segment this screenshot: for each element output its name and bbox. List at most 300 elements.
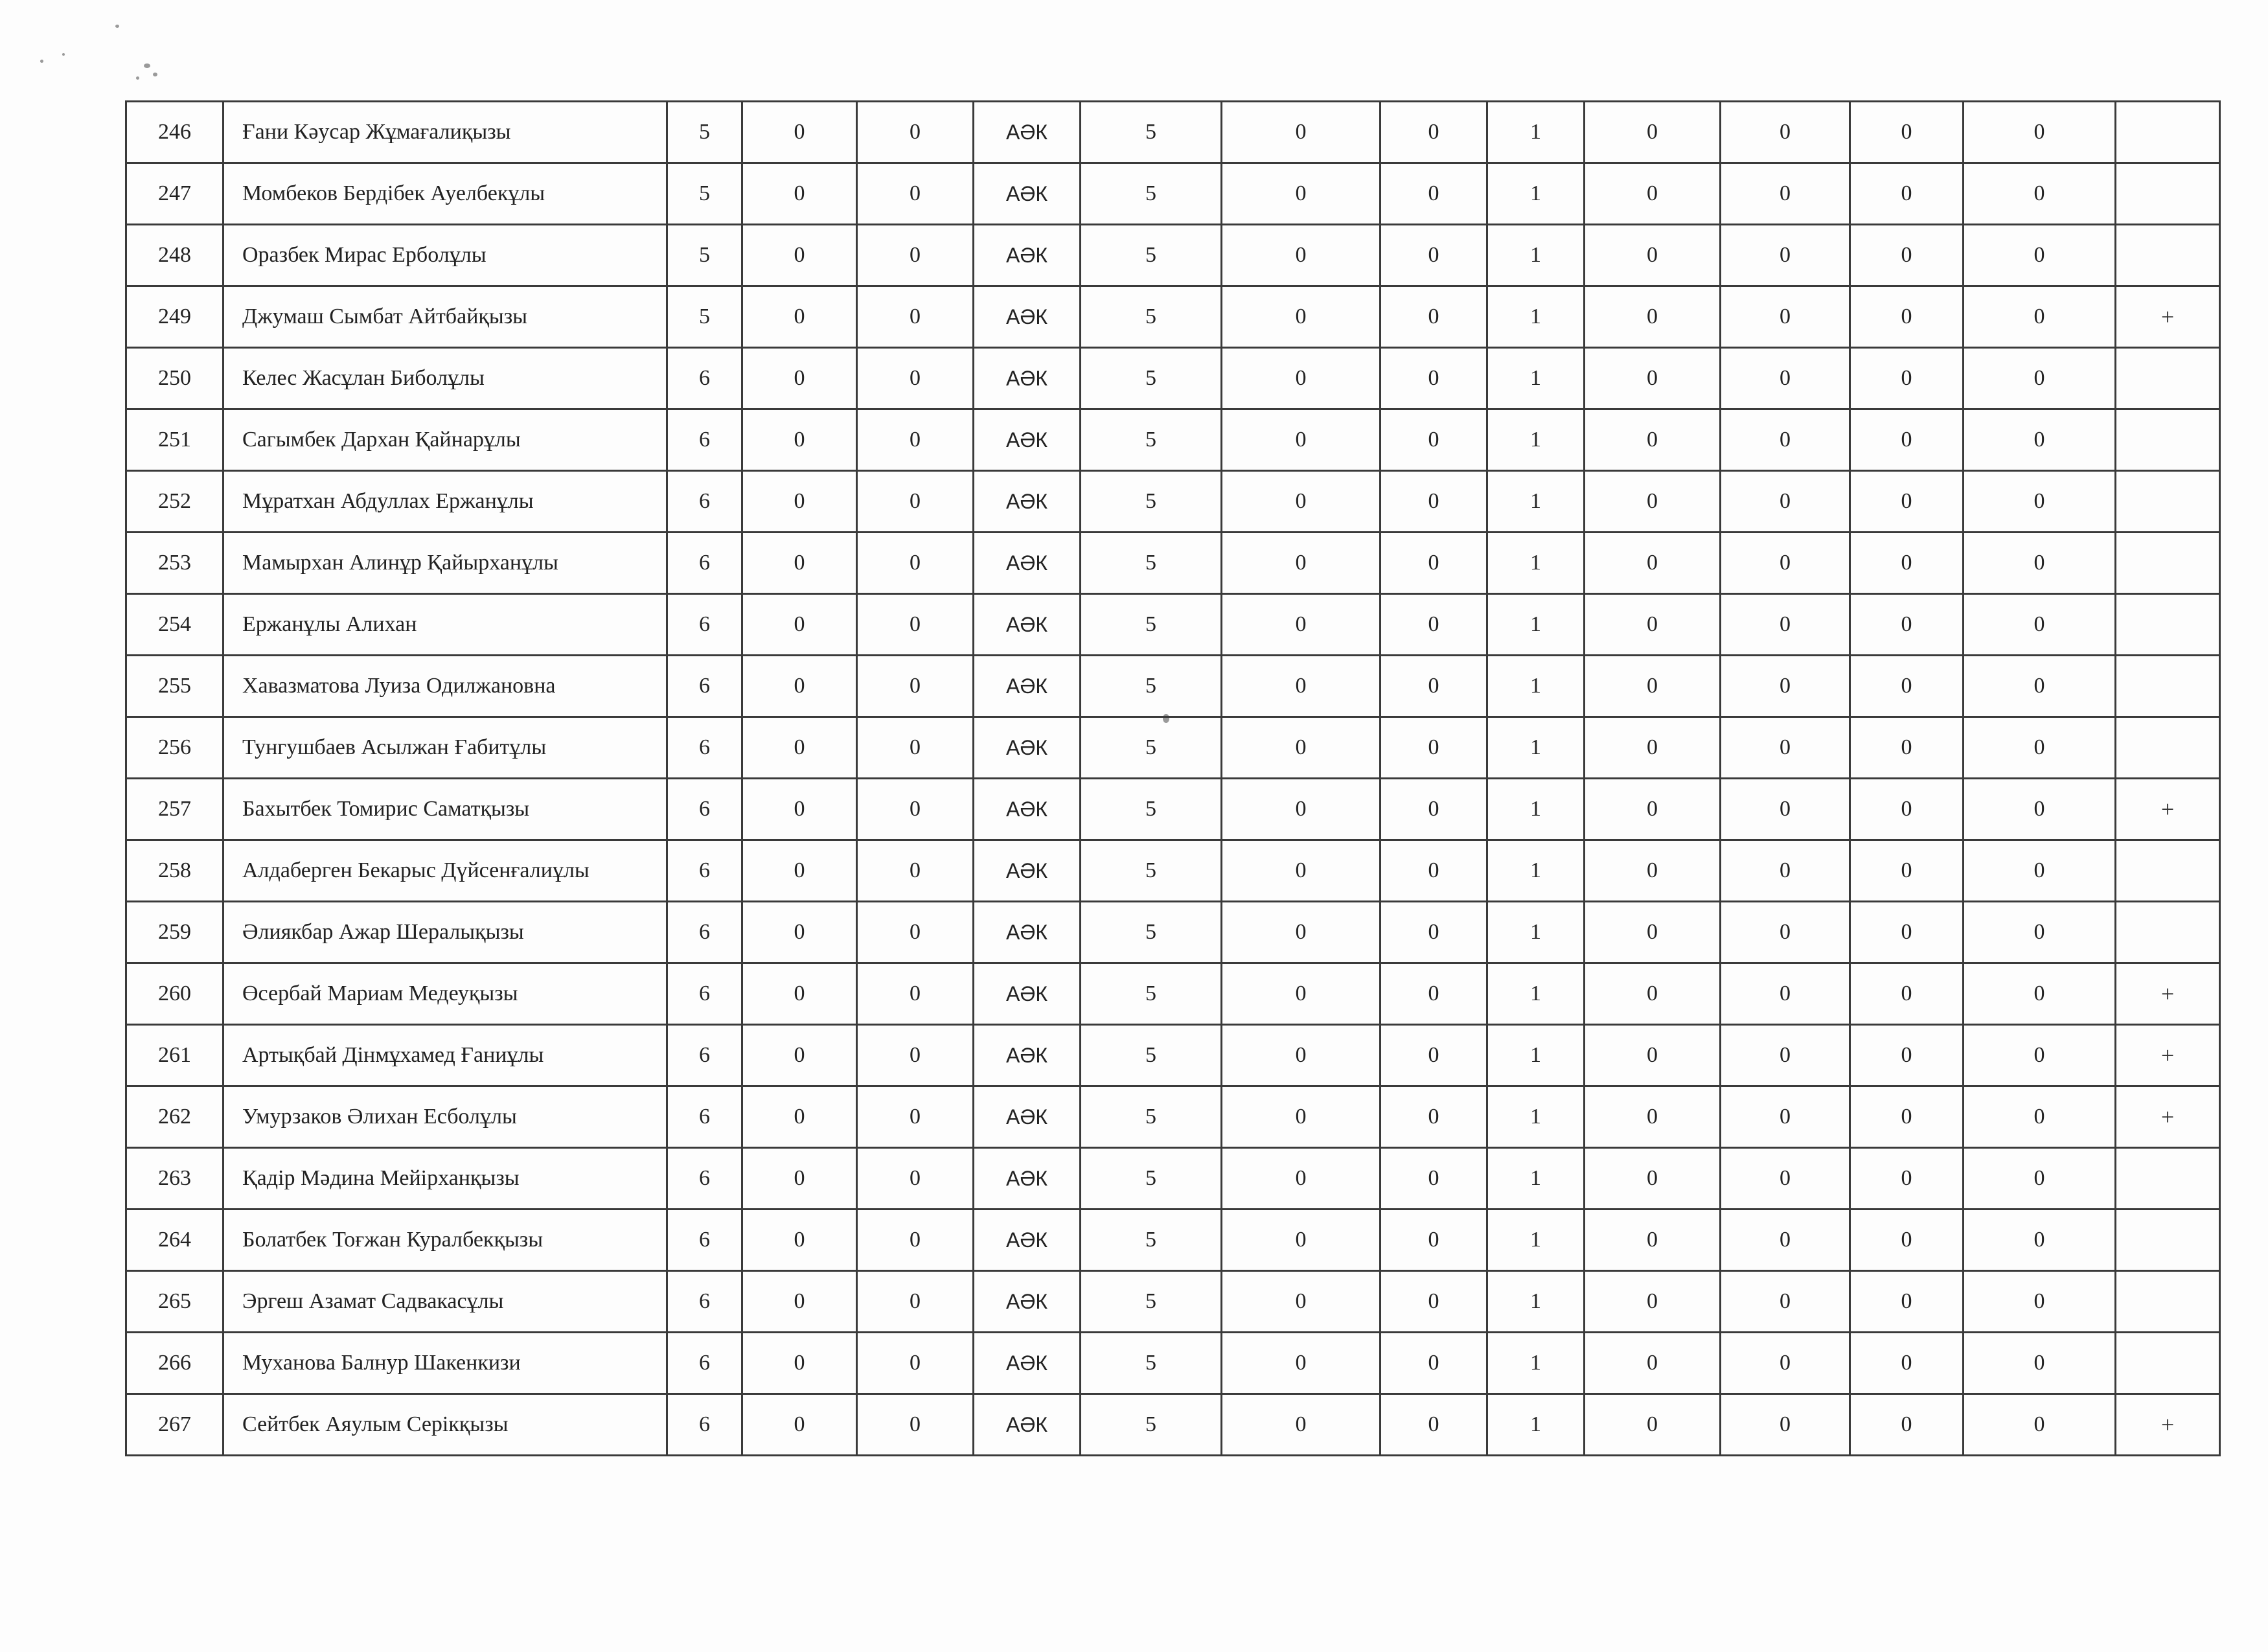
score-cell: 0: [1380, 1025, 1487, 1086]
score-cell: 1: [1487, 163, 1585, 225]
score-cell: 1: [1487, 225, 1585, 286]
score-cell: 0: [1222, 1210, 1380, 1271]
score-cell: 1: [1487, 409, 1585, 471]
score-cell: 6: [667, 1394, 742, 1456]
score-cell: 0: [1964, 1210, 2116, 1271]
student-name-cell: Әлиякбар Ажар Шералықызы: [223, 902, 667, 963]
score-cell: 0: [742, 1148, 857, 1210]
score-cell: 0: [742, 963, 857, 1025]
plus-mark-cell: +: [2116, 1394, 2220, 1456]
plus-mark-cell: [2116, 717, 2220, 779]
score-cell: 0: [1721, 286, 1850, 348]
score-cell: 0: [742, 1271, 857, 1333]
score-cell: 0: [1585, 1025, 1721, 1086]
score-cell: 0: [742, 1333, 857, 1394]
row-number-cell: 249: [126, 286, 223, 348]
score-cell: 6: [667, 1333, 742, 1394]
score-cell: 1: [1487, 779, 1585, 840]
score-cell: 0: [1380, 1148, 1487, 1210]
score-cell: 0: [857, 409, 974, 471]
student-name-cell: Келес Жасұлан Биболұлы: [223, 348, 667, 409]
plus-mark-cell: [2116, 1271, 2220, 1333]
score-cell: 5: [667, 163, 742, 225]
score-cell: 0: [742, 163, 857, 225]
score-cell: 0: [1721, 348, 1850, 409]
score-cell: 0: [1222, 409, 1380, 471]
row-number-cell: 265: [126, 1271, 223, 1333]
score-cell: 1: [1487, 1148, 1585, 1210]
table-row: [126, 225, 2220, 286]
score-cell: 0: [1721, 471, 1850, 533]
score-cell: 0: [1721, 1394, 1850, 1456]
score-cell: 5: [1081, 656, 1222, 717]
scan-speck: [40, 60, 43, 63]
table-row: [126, 471, 2220, 533]
score-cell: 0: [1380, 656, 1487, 717]
score-cell: 0: [1380, 1210, 1487, 1271]
row-number-cell: 258: [126, 840, 223, 902]
score-cell: 0: [1585, 902, 1721, 963]
score-cell: 0: [1380, 1394, 1487, 1456]
table-row: [126, 717, 2220, 779]
score-cell: 0: [742, 1210, 857, 1271]
score-cell: 1: [1487, 286, 1585, 348]
score-cell: 0: [857, 1271, 974, 1333]
score-cell: 1: [1487, 717, 1585, 779]
category-cell: АӘК: [974, 1394, 1081, 1456]
table-row: [126, 1086, 2220, 1148]
score-cell: 0: [742, 1394, 857, 1456]
row-number-cell: 257: [126, 779, 223, 840]
score-cell: 0: [1222, 1271, 1380, 1333]
score-cell: 0: [1721, 717, 1850, 779]
student-name-cell: Оразбек Мирас Ерболұлы: [223, 225, 667, 286]
score-cell: 0: [857, 1394, 974, 1456]
score-cell: 0: [1850, 102, 1964, 163]
score-cell: 0: [857, 1333, 974, 1394]
score-cell: 0: [1222, 163, 1380, 225]
score-cell: 0: [1380, 348, 1487, 409]
score-cell: 0: [1721, 963, 1850, 1025]
score-cell: 0: [1964, 779, 2116, 840]
category-cell: АӘК: [974, 963, 1081, 1025]
score-cell: 0: [1964, 163, 2116, 225]
score-cell: 0: [1721, 102, 1850, 163]
category-cell: АӘК: [974, 1148, 1081, 1210]
score-cell: 0: [1380, 902, 1487, 963]
score-cell: 0: [1850, 1333, 1964, 1394]
score-cell: 0: [857, 1086, 974, 1148]
score-cell: 0: [1585, 840, 1721, 902]
score-cell: 0: [1222, 348, 1380, 409]
score-cell: 0: [1222, 1086, 1380, 1148]
score-cell: 0: [1850, 471, 1964, 533]
score-cell: 0: [742, 348, 857, 409]
score-cell: 0: [742, 717, 857, 779]
score-cell: 0: [1222, 963, 1380, 1025]
student-name-cell: Сейтбек Аяулым Серікқызы: [223, 1394, 667, 1456]
score-cell: 0: [1964, 348, 2116, 409]
row-number-cell: 254: [126, 594, 223, 656]
score-cell: 0: [742, 1086, 857, 1148]
score-cell: 0: [1380, 594, 1487, 656]
row-number-cell: 250: [126, 348, 223, 409]
score-cell: 0: [1380, 102, 1487, 163]
score-cell: 6: [667, 594, 742, 656]
score-cell: 0: [857, 1210, 974, 1271]
score-cell: 0: [1222, 656, 1380, 717]
score-cell: 5: [1081, 102, 1222, 163]
score-cell: 0: [857, 533, 974, 594]
score-cell: 1: [1487, 471, 1585, 533]
table-row: [126, 409, 2220, 471]
plus-mark-cell: [2116, 1210, 2220, 1271]
plus-mark-cell: [2116, 533, 2220, 594]
score-cell: 0: [1585, 1271, 1721, 1333]
score-cell: 0: [1850, 409, 1964, 471]
score-cell: 1: [1487, 840, 1585, 902]
score-cell: 5: [667, 225, 742, 286]
score-cell: 0: [857, 1025, 974, 1086]
score-cell: 0: [1850, 1148, 1964, 1210]
score-cell: 0: [1585, 1148, 1721, 1210]
student-name-cell: Қадір Мәдина Мейірханқызы: [223, 1148, 667, 1210]
score-cell: 0: [1380, 779, 1487, 840]
table-row: [126, 902, 2220, 963]
score-cell: 5: [1081, 963, 1222, 1025]
score-cell: 1: [1487, 963, 1585, 1025]
score-cell: 0: [1964, 471, 2116, 533]
student-name-cell: Сагымбек Дархан Қайнарұлы: [223, 409, 667, 471]
category-cell: АӘК: [974, 1086, 1081, 1148]
score-cell: 0: [742, 471, 857, 533]
score-cell: 0: [857, 102, 974, 163]
row-number-cell: 252: [126, 471, 223, 533]
table-row: [126, 1148, 2220, 1210]
category-cell: АӘК: [974, 1333, 1081, 1394]
category-cell: АӘК: [974, 840, 1081, 902]
score-cell: 0: [1721, 225, 1850, 286]
score-cell: 0: [1222, 902, 1380, 963]
plus-mark-cell: +: [2116, 779, 2220, 840]
score-cell: 0: [1964, 1148, 2116, 1210]
score-cell: 5: [1081, 409, 1222, 471]
student-name-cell: Умурзаков Әлихан Есболұлы: [223, 1086, 667, 1148]
plus-mark-cell: +: [2116, 1025, 2220, 1086]
plus-mark-cell: [2116, 594, 2220, 656]
table-body: [126, 102, 2220, 1456]
score-cell: 0: [742, 102, 857, 163]
score-cell: 0: [1721, 902, 1850, 963]
score-cell: 1: [1487, 902, 1585, 963]
score-cell: 0: [1222, 594, 1380, 656]
score-cell: 0: [742, 902, 857, 963]
plus-mark-cell: [2116, 902, 2220, 963]
score-cell: 1: [1487, 1394, 1585, 1456]
score-cell: 0: [1222, 1025, 1380, 1086]
plus-mark-cell: +: [2116, 963, 2220, 1025]
score-cell: 5: [667, 286, 742, 348]
score-cell: 1: [1487, 1086, 1585, 1148]
score-cell: 0: [1964, 1271, 2116, 1333]
score-cell: 0: [1585, 471, 1721, 533]
score-cell: 0: [1721, 409, 1850, 471]
row-number-cell: 248: [126, 225, 223, 286]
row-number-cell: 260: [126, 963, 223, 1025]
score-cell: 0: [1850, 717, 1964, 779]
score-cell: 0: [1964, 840, 2116, 902]
score-cell: 6: [667, 717, 742, 779]
category-cell: АӘК: [974, 471, 1081, 533]
student-name-cell: Ержанұлы Алихан: [223, 594, 667, 656]
category-cell: АӘК: [974, 102, 1081, 163]
student-name-cell: Момбеков Бердібек Ауелбекұлы: [223, 163, 667, 225]
score-cell: 6: [667, 1210, 742, 1271]
row-number-cell: 247: [126, 163, 223, 225]
score-cell: 1: [1487, 1025, 1585, 1086]
score-cell: 0: [742, 286, 857, 348]
score-cell: 0: [1585, 656, 1721, 717]
table-row: [126, 963, 2220, 1025]
table-row: [126, 533, 2220, 594]
plus-mark-cell: [2116, 348, 2220, 409]
student-name-cell: Хавазматова Луиза Одилжановна: [223, 656, 667, 717]
score-cell: 0: [1721, 163, 1850, 225]
student-name-cell: Эргеш Азамат Садвакасұлы: [223, 1271, 667, 1333]
score-cell: 0: [1964, 225, 2116, 286]
score-cell: 0: [1850, 594, 1964, 656]
score-cell: 0: [1222, 286, 1380, 348]
score-cell: 5: [1081, 533, 1222, 594]
category-cell: АӘК: [974, 779, 1081, 840]
score-cell: 0: [1380, 286, 1487, 348]
category-cell: АӘК: [974, 225, 1081, 286]
score-cell: 0: [1721, 1148, 1850, 1210]
score-cell: 0: [1380, 1271, 1487, 1333]
score-cell: 5: [1081, 717, 1222, 779]
row-number-cell: 256: [126, 717, 223, 779]
student-name-cell: Болатбек Тоғжан Куралбекқызы: [223, 1210, 667, 1271]
score-cell: 6: [667, 840, 742, 902]
score-cell: 0: [1380, 963, 1487, 1025]
score-cell: 0: [1222, 471, 1380, 533]
score-cell: 0: [1721, 1086, 1850, 1148]
score-cell: 6: [667, 1271, 742, 1333]
score-cell: 1: [1487, 1210, 1585, 1271]
score-cell: 1: [1487, 1271, 1585, 1333]
score-cell: 0: [1850, 840, 1964, 902]
score-cell: 0: [1585, 779, 1721, 840]
score-cell: 0: [1850, 286, 1964, 348]
score-cell: 0: [857, 779, 974, 840]
score-cell: 0: [1964, 286, 2116, 348]
score-cell: 0: [1964, 656, 2116, 717]
student-name-cell: Артықбай Дінмұхамед Ғаниұлы: [223, 1025, 667, 1086]
table-row: [126, 594, 2220, 656]
score-cell: 0: [1721, 779, 1850, 840]
category-cell: АӘК: [974, 348, 1081, 409]
student-name-cell: Ғани Кәусар Жұмағалиқызы: [223, 102, 667, 163]
row-number-cell: 253: [126, 533, 223, 594]
category-cell: АӘК: [974, 717, 1081, 779]
row-number-cell: 255: [126, 656, 223, 717]
score-cell: 0: [1721, 1271, 1850, 1333]
row-number-cell: 251: [126, 409, 223, 471]
score-cell: 0: [1380, 225, 1487, 286]
plus-mark-cell: +: [2116, 1086, 2220, 1148]
plus-mark-cell: [2116, 163, 2220, 225]
score-cell: 0: [857, 163, 974, 225]
score-cell: 0: [857, 348, 974, 409]
row-number-cell: 263: [126, 1148, 223, 1210]
row-number-cell: 266: [126, 1333, 223, 1394]
category-cell: АӘК: [974, 902, 1081, 963]
score-cell: 0: [1850, 1394, 1964, 1456]
score-cell: 0: [1850, 902, 1964, 963]
category-cell: АӘК: [974, 1025, 1081, 1086]
score-cell: 6: [667, 902, 742, 963]
score-cell: 0: [1222, 1148, 1380, 1210]
score-cell: 6: [667, 348, 742, 409]
plus-mark-cell: [2116, 1333, 2220, 1394]
score-cell: 0: [1721, 1210, 1850, 1271]
score-cell: 0: [1721, 533, 1850, 594]
score-cell: 0: [1964, 409, 2116, 471]
score-cell: 0: [1850, 1025, 1964, 1086]
category-cell: АӘК: [974, 409, 1081, 471]
score-cell: 0: [1585, 1333, 1721, 1394]
score-cell: 5: [1081, 1333, 1222, 1394]
score-cell: 0: [1964, 1086, 2116, 1148]
score-cell: 0: [1222, 533, 1380, 594]
table-row: [126, 1394, 2220, 1456]
score-cell: 0: [857, 840, 974, 902]
score-cell: 0: [1964, 594, 2116, 656]
score-cell: 0: [1585, 409, 1721, 471]
score-cell: 0: [1850, 163, 1964, 225]
score-cell: 0: [1380, 163, 1487, 225]
score-cell: 0: [1585, 1210, 1721, 1271]
category-cell: АӘК: [974, 163, 1081, 225]
score-cell: 6: [667, 533, 742, 594]
scan-speck: [144, 63, 150, 68]
student-name-cell: Бахытбек Томирис Саматқызы: [223, 779, 667, 840]
score-cell: 5: [1081, 779, 1222, 840]
table-row: [126, 163, 2220, 225]
score-cell: 0: [1585, 717, 1721, 779]
row-number-cell: 261: [126, 1025, 223, 1086]
score-cell: 6: [667, 409, 742, 471]
scan-speck: [115, 25, 119, 28]
score-cell: 5: [1081, 1394, 1222, 1456]
row-number-cell: 246: [126, 102, 223, 163]
score-cell: 0: [1721, 1333, 1850, 1394]
category-cell: АӘК: [974, 533, 1081, 594]
score-cell: 0: [1380, 1086, 1487, 1148]
score-cell: 0: [1964, 533, 2116, 594]
score-cell: 1: [1487, 102, 1585, 163]
score-cell: 0: [1585, 1394, 1721, 1456]
category-cell: АӘК: [974, 1271, 1081, 1333]
score-cell: 0: [1721, 840, 1850, 902]
score-cell: 0: [1964, 1394, 2116, 1456]
score-cell: 0: [1850, 1086, 1964, 1148]
score-cell: 0: [1380, 840, 1487, 902]
score-cell: 0: [1964, 1025, 2116, 1086]
score-cell: 5: [1081, 1210, 1222, 1271]
score-cell: 0: [1222, 225, 1380, 286]
score-cell: 0: [1850, 533, 1964, 594]
score-cell: 6: [667, 656, 742, 717]
score-cell: 6: [667, 1148, 742, 1210]
score-cell: 0: [1380, 471, 1487, 533]
score-cell: 1: [1487, 1333, 1585, 1394]
score-cell: 0: [1850, 1271, 1964, 1333]
score-cell: 6: [667, 1025, 742, 1086]
plus-mark-cell: [2116, 225, 2220, 286]
score-cell: 0: [1964, 102, 2116, 163]
plus-mark-cell: +: [2116, 286, 2220, 348]
plus-mark-cell: [2116, 409, 2220, 471]
score-cell: 5: [1081, 286, 1222, 348]
table-row: [126, 348, 2220, 409]
score-cell: 0: [742, 840, 857, 902]
score-cell: 0: [1380, 533, 1487, 594]
table-row: [126, 102, 2220, 163]
score-cell: 0: [1850, 348, 1964, 409]
score-cell: 0: [857, 963, 974, 1025]
score-cell: 5: [1081, 348, 1222, 409]
score-cell: 0: [1850, 1210, 1964, 1271]
student-name-cell: Мамырхан Алинұр Қайырханұлы: [223, 533, 667, 594]
score-cell: 0: [1380, 717, 1487, 779]
score-cell: 0: [857, 594, 974, 656]
score-cell: 5: [1081, 471, 1222, 533]
score-cell: 0: [1585, 225, 1721, 286]
scan-speck: [62, 53, 65, 56]
plus-mark-cell: [2116, 102, 2220, 163]
score-cell: 0: [857, 286, 974, 348]
score-cell: 1: [1487, 533, 1585, 594]
score-cell: 6: [667, 1086, 742, 1148]
score-cell: 0: [1380, 409, 1487, 471]
row-number-cell: 262: [126, 1086, 223, 1148]
score-cell: 0: [1222, 1333, 1380, 1394]
table-row: [126, 1333, 2220, 1394]
table-row: [126, 779, 2220, 840]
student-name-cell: Алдаберген Бекарыс Дүйсенғалиұлы: [223, 840, 667, 902]
score-cell: 0: [1585, 286, 1721, 348]
student-name-cell: Муханова Балнур Шакенкизи: [223, 1333, 667, 1394]
student-name-cell: Джумаш Сымбат Айтбайқызы: [223, 286, 667, 348]
score-cell: 0: [1585, 163, 1721, 225]
score-cell: 0: [742, 779, 857, 840]
score-cell: 0: [742, 656, 857, 717]
score-cell: 1: [1487, 594, 1585, 656]
score-cell: 0: [1850, 656, 1964, 717]
student-name-cell: Тунгушбаев Асылжан Ғабитұлы: [223, 717, 667, 779]
row-number-cell: 267: [126, 1394, 223, 1456]
score-cell: 0: [742, 1025, 857, 1086]
score-cell: 6: [667, 471, 742, 533]
score-cell: 0: [1222, 1394, 1380, 1456]
score-cell: 5: [1081, 1148, 1222, 1210]
score-cell: 5: [1081, 902, 1222, 963]
score-cell: 1: [1487, 348, 1585, 409]
table-row: [126, 286, 2220, 348]
category-cell: АӘК: [974, 1210, 1081, 1271]
score-cell: 0: [1850, 963, 1964, 1025]
